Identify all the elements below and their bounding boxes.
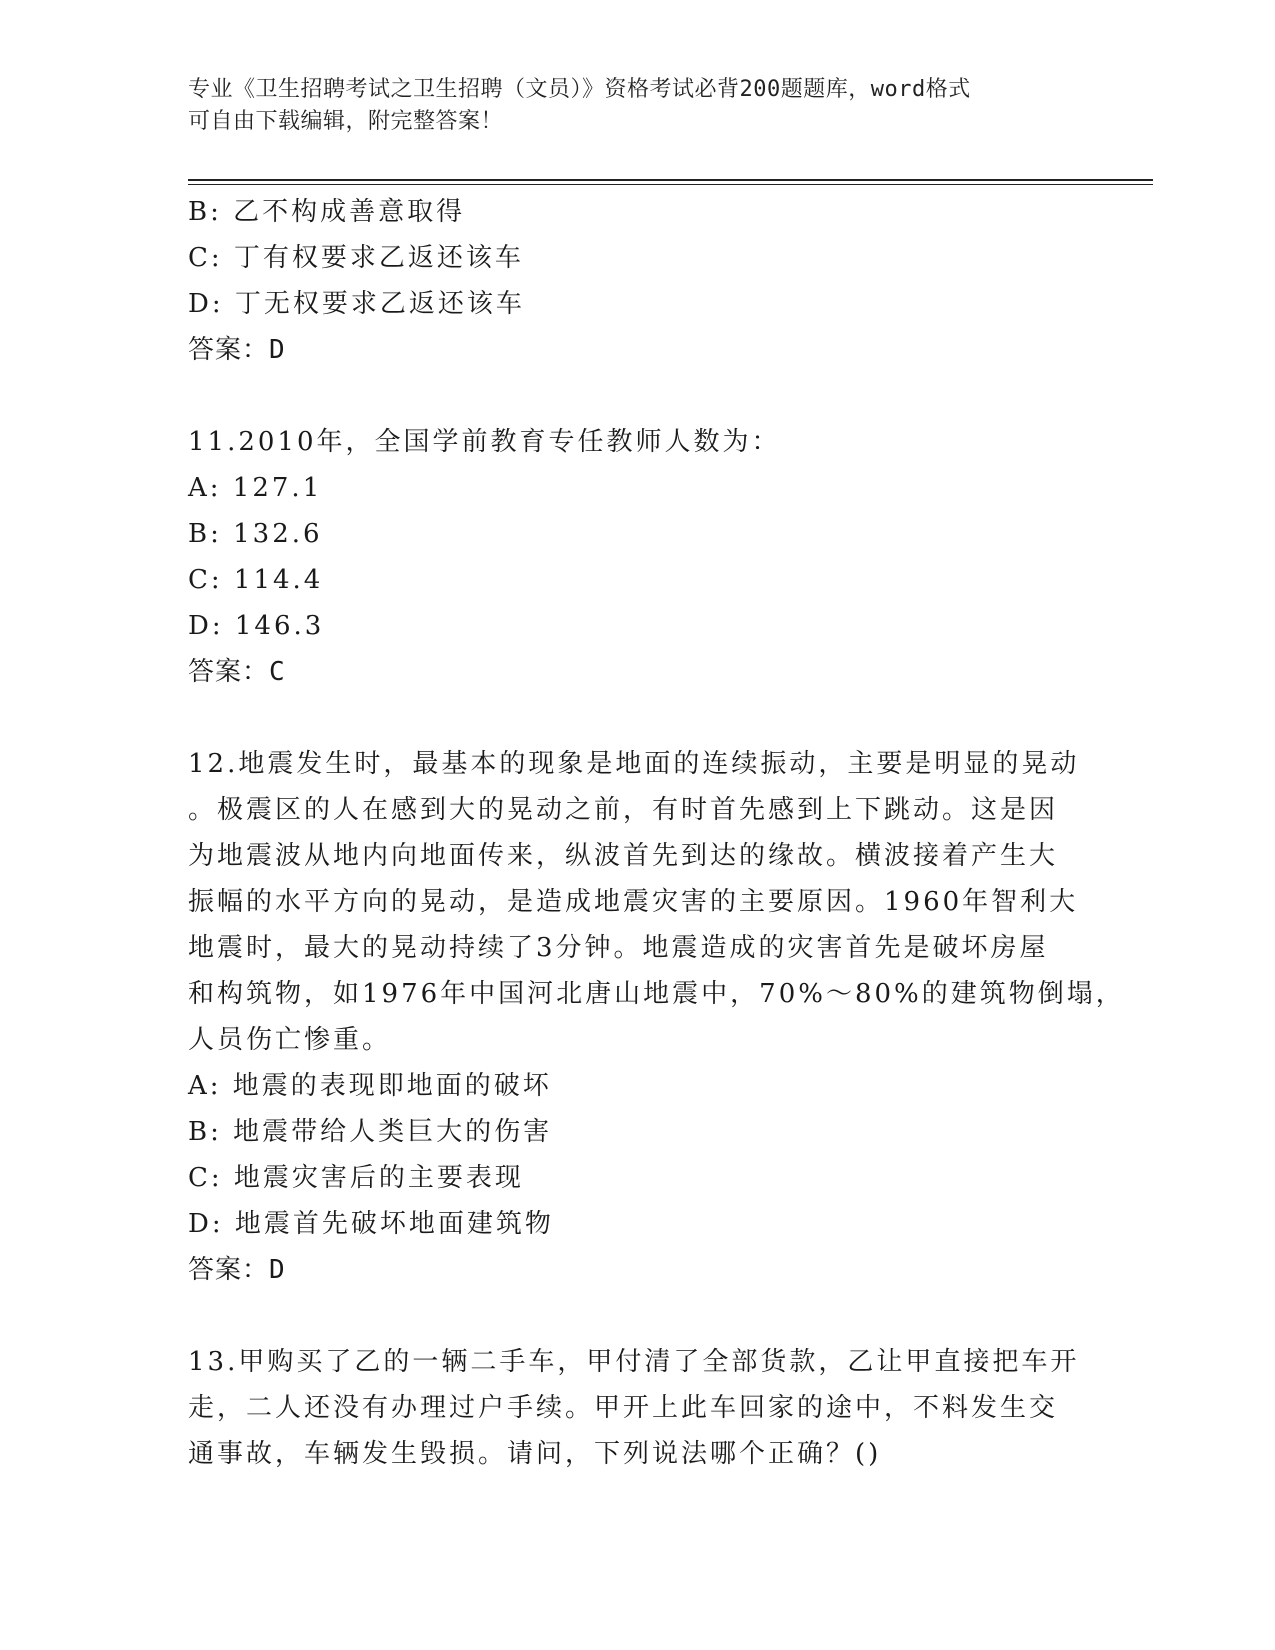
header-line-1: 专业《卫生招聘考试之卫生招聘（文员）》资格考试必背200题题库，word格式 bbox=[188, 77, 971, 102]
question-text-line: 地震时，最大的晃动持续了3分钟。地震造成的灾害首先是破坏房屋 bbox=[188, 933, 1049, 963]
option-c: C: 地震灾害后的主要表现 bbox=[188, 1163, 524, 1193]
question-text-line: 通事故，车辆发生毁损。请问，下列说法哪个正确？() bbox=[188, 1439, 882, 1469]
question-text-line: 振幅的水平方向的晃动，是造成地震灾害的主要原因。1960年智利大 bbox=[188, 887, 1079, 917]
question-text: 11.2010年，全国学前教育专任教师人数为： bbox=[188, 427, 781, 457]
answer: 答案：C bbox=[188, 657, 286, 687]
question-text-line: 13.甲购买了乙的一辆二手车，甲付清了全部货款，乙让甲直接把车开 bbox=[188, 1347, 1080, 1377]
question-13 bbox=[188, 1339, 1088, 1477]
option-a: A: 地震的表现即地面的破坏 bbox=[188, 1071, 552, 1101]
option-b: B: 地震带给人类巨大的伤害 bbox=[188, 1117, 553, 1147]
question-11 bbox=[188, 419, 1088, 695]
document-body bbox=[188, 189, 1125, 1477]
option-a: A: 127.1 bbox=[188, 473, 323, 503]
question-text-line: 。极震区的人在感到大的晃动之前，有时首先感到上下跳动。这是因 bbox=[188, 795, 1059, 825]
spacer bbox=[188, 373, 1088, 419]
question-text-line: 走，二人还没有办理过户手续。甲开上此车回家的途中，不料发生交 bbox=[188, 1393, 1059, 1423]
option-d: D: 丁无权要求乙返还该车 bbox=[188, 289, 525, 319]
option-d: D: 146.3 bbox=[188, 611, 325, 641]
spacer bbox=[188, 1293, 1088, 1339]
answer: 答案：D bbox=[188, 1255, 286, 1285]
page-header bbox=[188, 74, 1088, 138]
answer: 答案：D bbox=[188, 335, 286, 365]
spacer bbox=[188, 695, 1088, 741]
question-text-line: 人员伤亡惨重。 bbox=[188, 1025, 392, 1055]
question-10 bbox=[188, 189, 1088, 373]
option-b: B: 乙不构成善意取得 bbox=[188, 197, 466, 227]
question-text-line: 为地震波从地内向地面传来，纵波首先到达的缘故。横波接着产生大 bbox=[188, 841, 1059, 871]
option-d: D: 地震首先破坏地面建筑物 bbox=[188, 1209, 554, 1239]
question-12 bbox=[188, 741, 1125, 1293]
option-c: C: 丁有权要求乙返还该车 bbox=[188, 243, 524, 273]
question-text-line: 12.地震发生时，最基本的现象是地面的连续振动，主要是明显的晃动 bbox=[188, 749, 1080, 779]
header-divider-thick bbox=[188, 179, 1153, 181]
header-divider-thin bbox=[188, 184, 1153, 185]
option-c: C: 114.4 bbox=[188, 565, 324, 595]
question-text-line: 和构筑物，如1976年中国河北唐山地震中，70%～80%的建筑物倒塌， bbox=[188, 979, 1125, 1009]
option-b: B: 132.6 bbox=[188, 519, 323, 549]
header-line-2: 可自由下载编辑，附完整答案！ bbox=[188, 109, 504, 134]
